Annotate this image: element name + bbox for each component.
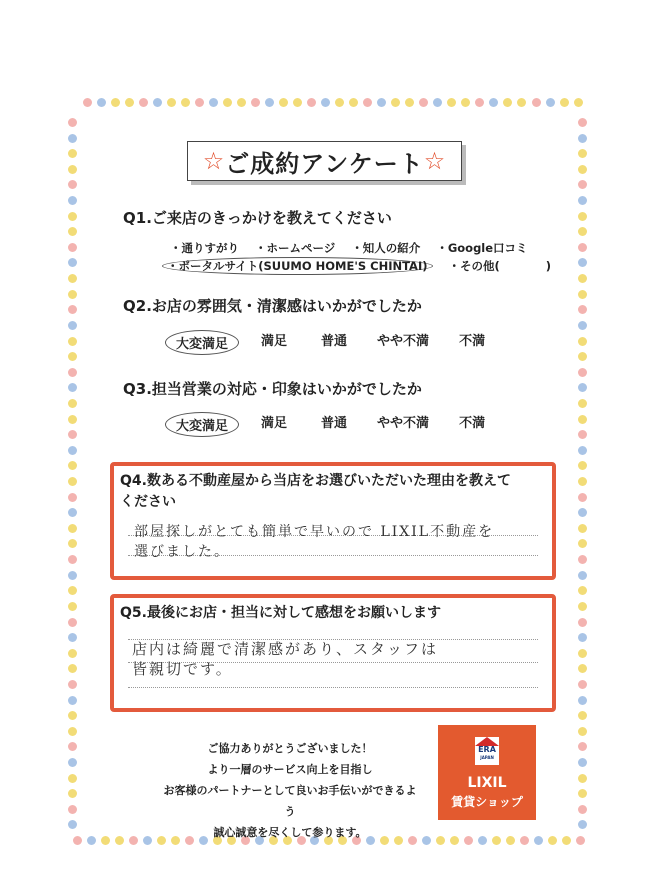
border-dot: [450, 836, 459, 845]
border-dot: [68, 664, 77, 673]
lixil-logo: [438, 725, 536, 820]
option-referral[interactable]: ・知人の紹介: [351, 241, 421, 255]
border-dot: [68, 243, 77, 252]
border-dot: [223, 98, 232, 107]
rating-dissatisfied[interactable]: 不満: [459, 334, 486, 349]
footer-line3: お客様のパートナーとして良いお手伝いができるよう: [163, 784, 417, 818]
q4-answer-line2: 選びました。: [134, 544, 230, 560]
option-portal-site[interactable]: ・ポータルサイト(SUUMO HOME'S CHINTAI): [162, 257, 433, 275]
era-text: ERA: [478, 745, 496, 754]
q4-answer-line1: 部屋探しがとても簡単で早いので LIXIL不動産を: [134, 524, 495, 540]
border-dot: [503, 98, 512, 107]
border-dot: [68, 368, 77, 377]
option-homepage[interactable]: ・ホームページ: [255, 241, 336, 255]
q5-answer-line2: 皆親切です。: [132, 660, 233, 678]
border-dot: [68, 305, 77, 314]
border-dot: [68, 430, 77, 439]
border-dot: [436, 836, 445, 845]
border-dot: [68, 134, 77, 143]
footer-line1: ご協力ありがとうございました！: [207, 742, 373, 755]
border-dot: [68, 258, 77, 267]
border-dot: [433, 98, 442, 107]
border-dot: [578, 664, 587, 673]
border-dot: [97, 98, 106, 107]
option-google-reviews[interactable]: ・Google口コミ: [436, 241, 528, 255]
border-dot: [419, 98, 428, 107]
q2-ratings: [175, 330, 485, 355]
rating-satisfied[interactable]: 満足: [261, 416, 288, 431]
border-dot: [576, 836, 585, 845]
star-icon: ☆: [423, 147, 447, 175]
border-dot: [68, 415, 77, 424]
border-dot: [129, 836, 138, 845]
border-dot: [111, 98, 120, 107]
border-dot: [578, 820, 587, 829]
border-dot: [68, 680, 77, 689]
border-dot: [560, 98, 569, 107]
border-dot: [73, 836, 82, 845]
border-dot: [578, 118, 587, 127]
border-dot: [578, 696, 587, 705]
border-dot: [578, 274, 587, 283]
footer-line2: より一層のサービス向上を目指し: [207, 763, 373, 776]
border-dot: [578, 571, 587, 580]
border-dot: [68, 227, 77, 236]
border-dot: [517, 98, 526, 107]
border-dot: [578, 352, 587, 361]
border-dot: [265, 98, 274, 107]
rating-somewhat-dissatisfied[interactable]: やや不満: [377, 416, 430, 431]
border-dot: [578, 399, 587, 408]
border-dot: [68, 352, 77, 361]
border-dot: [68, 383, 77, 392]
border-dot: [125, 98, 134, 107]
border-dot: [478, 836, 487, 845]
border-dot: [578, 586, 587, 595]
border-dot: [68, 165, 77, 174]
border-dot: [68, 461, 77, 470]
border-dot: [578, 524, 587, 533]
border-dot: [574, 98, 583, 107]
border-dot: [578, 633, 587, 642]
border-dot: [68, 290, 77, 299]
q3-question: Q3.担当営業の対応・印象はいかがでしたか: [123, 380, 422, 398]
border-dot: [68, 539, 77, 548]
footer-message: [160, 738, 420, 843]
q1-question: Q1.ご来店のきっかけを教えてください: [123, 209, 392, 227]
border-dot: [578, 196, 587, 205]
footer-line4: 誠心誠意を尽くして参ります。: [213, 826, 367, 839]
border-dot: [578, 430, 587, 439]
border-dot: [578, 680, 587, 689]
border-dot: [578, 727, 587, 736]
border-dot: [195, 98, 204, 107]
border-dot: [578, 618, 587, 627]
border-dot: [578, 508, 587, 517]
border-dot: [578, 415, 587, 424]
border-dot: [101, 836, 110, 845]
border-dot: [68, 524, 77, 533]
border-dot: [143, 836, 152, 845]
border-dot: [578, 461, 587, 470]
border-dot: [578, 134, 587, 143]
border-dot: [251, 98, 260, 107]
option-other[interactable]: ・その他( ): [448, 259, 552, 273]
border-dot: [237, 98, 246, 107]
border-dot: [209, 98, 218, 107]
border-dot: [578, 227, 587, 236]
border-dot: [578, 258, 587, 267]
border-dot: [279, 98, 288, 107]
q4-question-line2: ください: [120, 494, 176, 510]
shop-name: 賃貸ショップ: [451, 795, 523, 809]
border-dot: [506, 836, 515, 845]
border-dot: [68, 633, 77, 642]
border-dot: [68, 774, 77, 783]
border-dot: [475, 98, 484, 107]
border-dot: [68, 649, 77, 658]
border-dot: [578, 774, 587, 783]
border-dot: [68, 618, 77, 627]
border-dot: [447, 98, 456, 107]
border-dot: [68, 727, 77, 736]
rating-very-satisfied[interactable]: 大変満足: [165, 330, 239, 355]
border-dot: [391, 98, 400, 107]
border-dot: [578, 337, 587, 346]
border-dot: [83, 98, 92, 107]
border-dot: [578, 212, 587, 221]
option-passing-by[interactable]: ・通りすがり: [170, 241, 239, 255]
rating-somewhat-dissatisfied[interactable]: やや不満: [377, 334, 430, 349]
border-dot: [492, 836, 501, 845]
border-dot: [68, 321, 77, 330]
border-dot: [68, 399, 77, 408]
border-dot: [548, 836, 557, 845]
rating-very-satisfied[interactable]: 大変満足: [165, 412, 239, 437]
border-dot: [405, 98, 414, 107]
border-dot: [68, 212, 77, 221]
q4-box: [110, 462, 556, 580]
border-dot: [464, 836, 473, 845]
border-dot: [293, 98, 302, 107]
brand-name: LIXIL: [467, 775, 507, 791]
border-dot: [68, 555, 77, 564]
border-dot: [68, 446, 77, 455]
border-dot: [68, 196, 77, 205]
border-dot: [167, 98, 176, 107]
star-icon: ☆: [202, 147, 226, 175]
border-dot: [68, 180, 77, 189]
border-dot: [68, 149, 77, 158]
q5-answer-line1: 店内は綺麗で清潔感があり、スタッフは: [132, 640, 439, 658]
border-left: [68, 118, 80, 830]
border-dot: [115, 836, 124, 845]
border-dot: [377, 98, 386, 107]
border-dot: [546, 98, 555, 107]
border-dot: [68, 602, 77, 611]
border-dot: [139, 98, 148, 107]
border-dot: [335, 98, 344, 107]
border-dot: [534, 836, 543, 845]
border-dot: [153, 98, 162, 107]
border-dot: [578, 742, 587, 751]
border-dot: [578, 493, 587, 502]
border-dot: [578, 165, 587, 174]
rating-neutral[interactable]: 普通: [321, 334, 348, 349]
q5-question: Q5.最後にお店・担当に対して感想をお願いします: [120, 605, 441, 621]
border-dot: [68, 805, 77, 814]
border-dot: [578, 305, 587, 314]
border-dot: [578, 180, 587, 189]
border-dot: [578, 321, 587, 330]
border-dot: [321, 98, 330, 107]
border-dot: [68, 742, 77, 751]
border-dot: [307, 98, 316, 107]
border-dot: [578, 805, 587, 814]
border-dot: [578, 711, 587, 720]
border-dot: [578, 649, 587, 658]
border-dot: [578, 368, 587, 377]
rating-dissatisfied[interactable]: 不満: [459, 416, 486, 431]
border-dot: [68, 586, 77, 595]
border-dot: [578, 602, 587, 611]
border-dot: [68, 274, 77, 283]
border-dot: [578, 789, 587, 798]
border-dot: [68, 118, 77, 127]
answer-line: [128, 687, 538, 688]
border-dot: [68, 477, 77, 486]
title-text: ご成約アンケート: [225, 149, 424, 178]
border-dot: [68, 337, 77, 346]
rating-neutral[interactable]: 普通: [321, 416, 348, 431]
border-dot: [68, 493, 77, 502]
border-dot: [520, 836, 529, 845]
q1-options-row1: [170, 240, 540, 256]
border-dot: [578, 758, 587, 767]
border-dot: [68, 711, 77, 720]
border-dot: [532, 98, 541, 107]
q2-question: Q2.お店の雰囲気・清潔感はいかがでしたか: [123, 297, 422, 315]
border-dot: [68, 571, 77, 580]
border-dot: [578, 243, 587, 252]
border-dot: [68, 696, 77, 705]
q1-options-row2: [162, 258, 563, 274]
border-dot: [562, 836, 571, 845]
border-dot: [578, 477, 587, 486]
page-title: [187, 141, 462, 181]
era-subtext: JAPAN: [480, 755, 494, 760]
border-dot: [578, 446, 587, 455]
border-dot: [578, 539, 587, 548]
border-dot: [489, 98, 498, 107]
border-dot: [68, 820, 77, 829]
border-dot: [68, 789, 77, 798]
border-dot: [363, 98, 372, 107]
border-dot: [578, 149, 587, 158]
border-dot: [68, 758, 77, 767]
border-dot: [578, 383, 587, 392]
q3-ratings: [175, 412, 485, 437]
q5-box: [110, 594, 556, 712]
border-dot: [461, 98, 470, 107]
border-dot: [68, 508, 77, 517]
border-dot: [578, 555, 587, 564]
border-dot: [181, 98, 190, 107]
era-logo: [475, 737, 499, 765]
border-dot: [87, 836, 96, 845]
border-dot: [422, 836, 431, 845]
border-right: [578, 118, 590, 830]
border-top: [83, 98, 583, 110]
border-dot: [578, 290, 587, 299]
border-dot: [349, 98, 358, 107]
q4-question-line1: Q4.数ある不動産屋から当店をお選びいただいた理由を教えて: [120, 473, 511, 489]
rating-satisfied[interactable]: 満足: [261, 334, 288, 349]
